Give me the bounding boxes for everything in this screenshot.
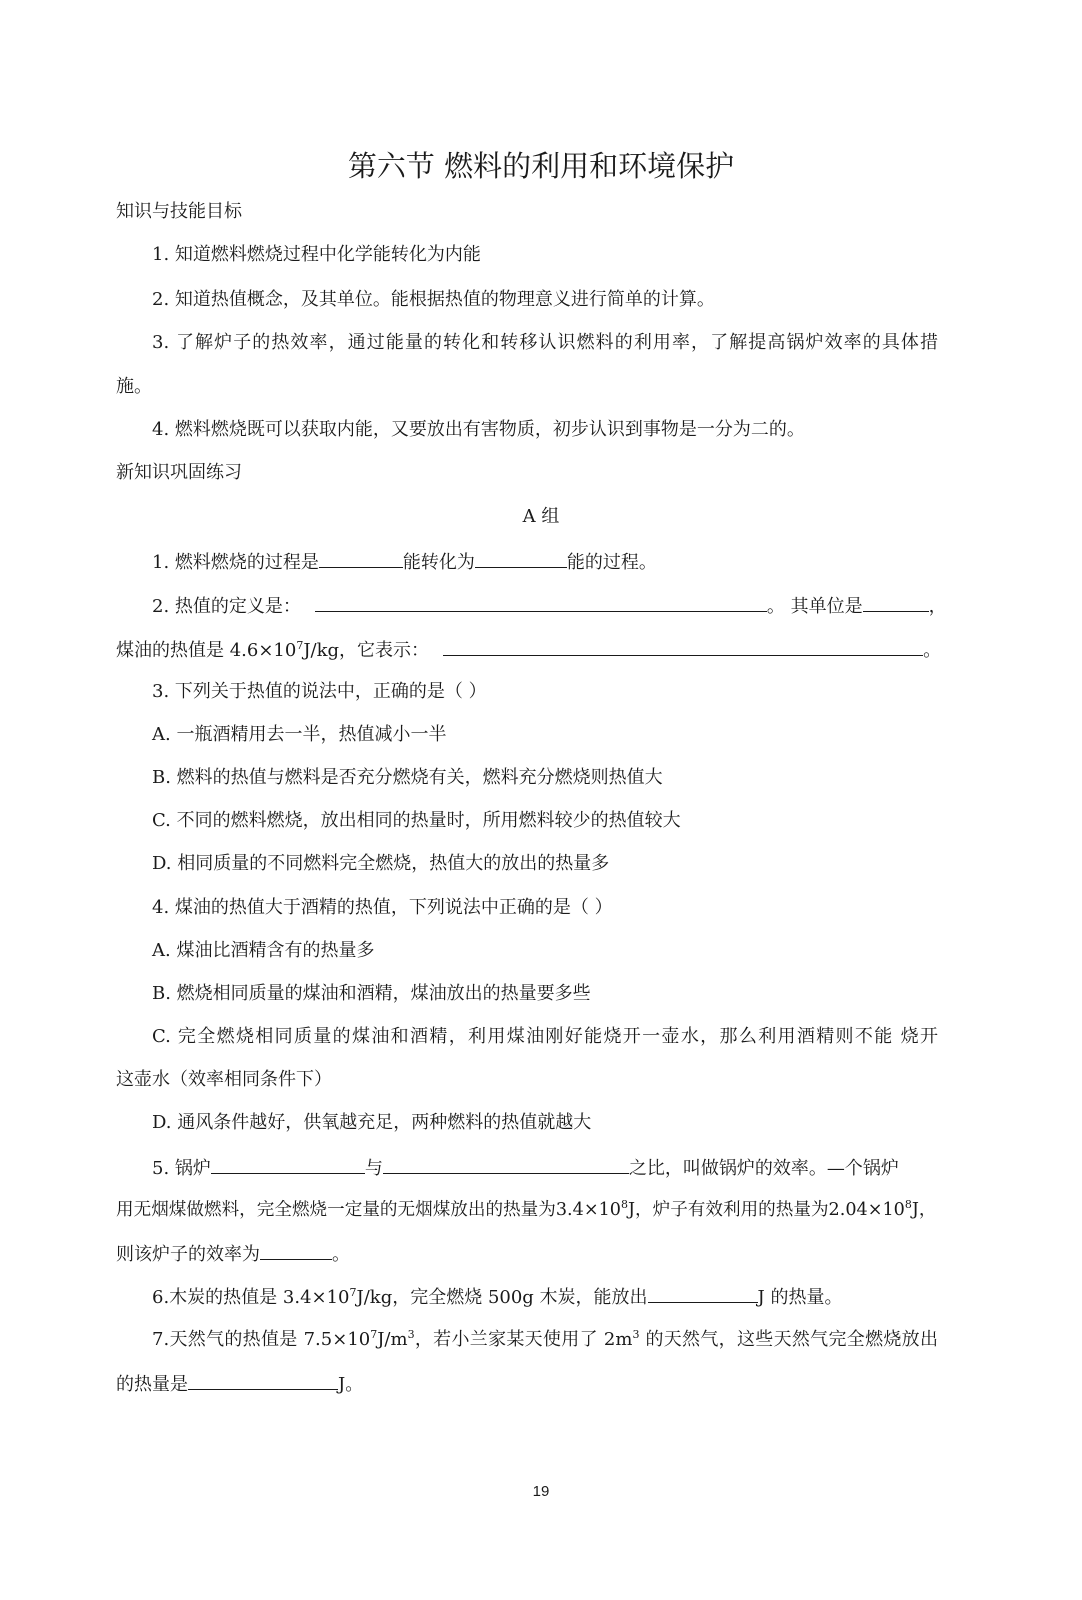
exponent: 7 bbox=[370, 1328, 378, 1341]
goal-item: 1. 知道燃料燃烧过程中化学能转化为内能 bbox=[152, 244, 481, 265]
option-c: C. 完全燃烧相同质量的煤油和酒精，利用煤油刚好能烧开一壶水，那么利用酒精则不能 烧开 bbox=[152, 1026, 938, 1047]
option-d: D. 相同质量的不同燃料完全燃烧，热值大的放出的热量多 bbox=[152, 853, 610, 874]
q2-text-a: 2. 热值的定义是： bbox=[152, 596, 301, 617]
q7-text: 的天然气，这些天然气完全燃烧放出 bbox=[639, 1329, 938, 1350]
q5-text: J， bbox=[911, 1200, 937, 1220]
q7-text: J/m bbox=[377, 1329, 408, 1350]
question-5 bbox=[152, 1155, 899, 1181]
q2-text-d: 煤油的热值是 4.6×10 bbox=[116, 640, 297, 661]
q7-text: ，若小兰家某天使用了 2m bbox=[414, 1329, 633, 1350]
goal-item: 2. 知道热值概念，及其单位。能根据热值的物理意义进行简单的计算。 bbox=[152, 289, 715, 310]
option-c: C. 不同的燃料燃烧，放出相同的热量时，所用燃料较少的热值较大 bbox=[152, 810, 681, 831]
exponent: 3 bbox=[407, 1328, 415, 1341]
question-2-line-2 bbox=[116, 637, 941, 663]
q7-text: 7.天然气的热值是 7.5×10 bbox=[152, 1329, 371, 1350]
q1-text-c: 能的过程。 bbox=[566, 552, 657, 573]
q5-text: 则该炉子的效率为 bbox=[116, 1244, 260, 1265]
q2-text-b: 。 其单位是 bbox=[766, 596, 863, 617]
question-1 bbox=[152, 549, 657, 575]
q6-text: J/kg，完全燃烧 500g 木炭，能放出 bbox=[356, 1287, 648, 1308]
goal-item: 4. 燃料燃烧既可以获取内能，又要放出有害物质，初步认识到事物是一分为二的。 bbox=[152, 419, 805, 440]
question-2 bbox=[152, 593, 947, 619]
answer-blank[interactable] bbox=[188, 1371, 338, 1390]
question-6 bbox=[152, 1284, 842, 1310]
answer-blank[interactable] bbox=[648, 1284, 758, 1303]
exponent: 7 bbox=[296, 639, 304, 652]
answer-blank[interactable] bbox=[443, 637, 923, 656]
goal-item-continued: 施。 bbox=[116, 376, 152, 397]
q7-text: 的热量是 bbox=[116, 1374, 188, 1395]
page-title: 第六节 燃料的利用和环境保护 bbox=[347, 149, 735, 183]
q5-text-a: 5. 锅炉 bbox=[152, 1158, 211, 1179]
answer-blank[interactable] bbox=[475, 549, 567, 568]
option-a: A. 一瓶酒精用去一半，热值减小一半 bbox=[152, 724, 447, 745]
exponent: 7 bbox=[349, 1286, 357, 1299]
q2-text-d-post: J/kg，它表示： bbox=[303, 640, 430, 661]
answer-blank[interactable] bbox=[383, 1155, 629, 1174]
exponent: 3 bbox=[632, 1328, 640, 1341]
answer-blank[interactable] bbox=[315, 593, 767, 612]
q2-text-c: ， bbox=[928, 596, 947, 617]
goal-item: 3. 了解炉子的热效率，通过能量的转化和转移认识燃料的利用率，了解提高锅炉效率的具体措 bbox=[152, 332, 938, 353]
q1-text-b: 能转化为 bbox=[402, 552, 475, 573]
option-c-continued: 这壶水（效率相同条件下） bbox=[116, 1069, 332, 1090]
exponent: 8 bbox=[620, 1198, 628, 1212]
q6-text: J 的热量。 bbox=[757, 1287, 843, 1308]
question-5-line-3 bbox=[116, 1241, 350, 1267]
q5-text-b: 与 bbox=[364, 1158, 383, 1179]
answer-blank[interactable] bbox=[260, 1241, 332, 1260]
option-b: B. 燃烧相同质量的煤油和酒精，煤油放出的热量要多些 bbox=[152, 983, 591, 1004]
q5-text: J，炉子有效利用的热量为2.04×10 bbox=[627, 1200, 905, 1220]
group-label: A 组 bbox=[522, 506, 560, 527]
option-a: A. 煤油比酒精含有的热量多 bbox=[152, 940, 375, 961]
q5-text: 。 bbox=[332, 1244, 350, 1265]
goals-heading: 知识与技能目标 bbox=[116, 201, 242, 222]
practice-heading: 新知识巩固练习 bbox=[116, 462, 242, 483]
question-4-stem: 4. 煤油的热值大于酒精的热值，下列说法中正确的是（ ） bbox=[152, 897, 613, 918]
q5-text-c: 之比，叫做锅炉的效率。—个锅炉 bbox=[628, 1158, 899, 1179]
page-number: 19 bbox=[532, 1483, 550, 1500]
question-7-line-2 bbox=[116, 1371, 363, 1397]
question-3-stem: 3. 下列关于热值的说法中，正确的是（ ） bbox=[152, 681, 487, 702]
option-d: D. 通风条件越好，供氧越充足，两种燃料的热值就越大 bbox=[152, 1112, 592, 1133]
q5-text: 用无烟煤做燃料，完全燃烧一定量的无烟煤放出的热量为3.4×10 bbox=[116, 1200, 621, 1220]
exponent: 8 bbox=[904, 1198, 912, 1212]
q6-text: 6.木炭的热值是 3.4×10 bbox=[152, 1287, 350, 1308]
option-b: B. 燃料的热值与燃料是否充分燃烧有关，燃料充分燃烧则热值大 bbox=[152, 767, 663, 788]
question-7 bbox=[152, 1328, 938, 1352]
answer-blank[interactable] bbox=[211, 1155, 365, 1174]
answer-blank[interactable] bbox=[319, 549, 403, 568]
question-5-line-2 bbox=[116, 1198, 937, 1222]
q2-text-e: 。 bbox=[923, 640, 942, 661]
answer-blank[interactable] bbox=[863, 593, 929, 612]
q1-text-a: 1. 燃料燃烧的过程是 bbox=[152, 552, 319, 573]
q7-text: J。 bbox=[338, 1374, 364, 1395]
